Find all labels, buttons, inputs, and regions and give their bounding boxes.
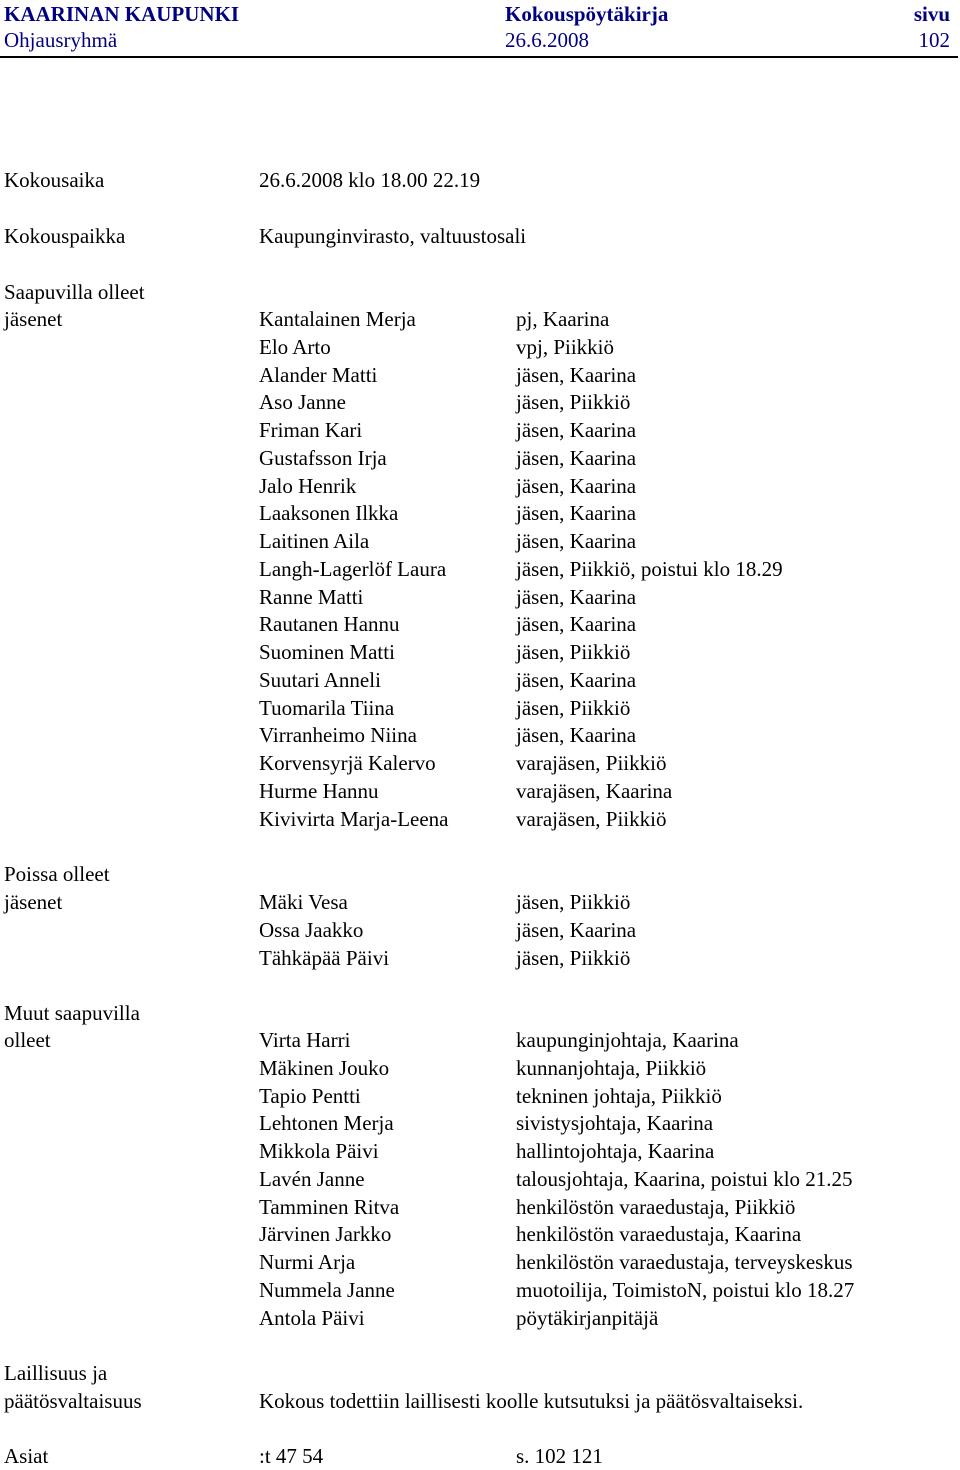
legality-label-1: Laillisuus ja	[4, 1361, 108, 1385]
member-name: Tuomarila Tiina	[259, 695, 395, 720]
member-role: jäsen, Piikkiö	[516, 640, 631, 664]
member-role: hallintojohtaja, Kaarina	[516, 1139, 715, 1163]
others-label-2: olleet	[4, 1028, 51, 1052]
place-label: Kokouspaikka	[4, 224, 126, 248]
member-role: jäsen, Kaarina	[516, 612, 637, 637]
member-role: varajäsen, Piikkiö	[516, 751, 667, 775]
member-name: Jalo Henrik	[259, 473, 357, 498]
agenda-pages: s. 102 121	[516, 1444, 603, 1468]
time-label: Kokousaika	[4, 168, 105, 192]
member-name: Elo Arto	[259, 334, 331, 359]
absent-label-1: Poissa olleet	[4, 862, 110, 886]
member-name: Laaksonen Ilkka	[259, 501, 399, 526]
member-name: Mäkinen Jouko	[259, 1055, 390, 1080]
member-name: Langh-Lagerlöf Laura	[259, 556, 447, 581]
member-role: pöytäkirjanpitäjä	[516, 1305, 659, 1330]
member-name: Alander Matti	[259, 362, 378, 387]
agenda-items: :t 47 54	[259, 1444, 324, 1468]
member-name: Tapio Pentti	[259, 1083, 361, 1108]
member-role: jäsen, Kaarina	[516, 917, 637, 942]
absent-label-2: jäsenet	[4, 890, 63, 914]
member-role: vpj, Piikkiö	[516, 334, 615, 359]
meeting-date: 26.6.2008	[505, 28, 589, 52]
member-role: henkilöstön varaedustaja, Kaarina	[516, 1222, 802, 1247]
member-role: jäsen, Piikkiö	[516, 390, 631, 415]
member-role: jäsen, Kaarina	[516, 723, 637, 748]
member-name: Aso Janne	[259, 390, 346, 415]
present-label-2: jäsenet	[4, 307, 63, 331]
time-value: 26.6.2008 klo 18.00 22.19	[259, 168, 481, 192]
doc-type: Kokouspöytäkirja	[505, 2, 669, 26]
member-name: Kivivirta Marja-Leena	[259, 806, 449, 831]
member-role: jäsen, Kaarina	[516, 418, 637, 442]
member-role: jäsen, Piikkiö	[516, 945, 631, 970]
member-role: jäsen, Kaarina	[516, 501, 637, 526]
present-label-1: Saapuvilla olleet	[4, 280, 145, 304]
body-name: Ohjausryhmä	[4, 28, 118, 52]
member-name: Ranne Matti	[259, 584, 364, 609]
member-role: jäsen, Kaarina	[516, 362, 637, 387]
member-role: kaupunginjohtaja, Kaarina	[516, 1028, 739, 1052]
member-role: henkilöstön varaedustaja, terveyskeskus	[516, 1250, 853, 1274]
member-name: Ossa Jaakko	[259, 917, 364, 942]
member-name: Lehtonen Merja	[259, 1111, 394, 1136]
member-role: sivistysjohtaja, Kaarina	[516, 1111, 714, 1136]
member-name: Järvinen Jarkko	[259, 1222, 392, 1247]
others-label-1: Muut saapuvilla	[4, 1001, 140, 1025]
member-name: Antola Päivi	[259, 1305, 365, 1330]
member-role: kunnanjohtaja, Piikkiö	[516, 1055, 707, 1080]
header-row-1	[0, 0, 960, 28]
member-role: jäsen, Piikkiö, poistui klo 18.29	[516, 556, 783, 581]
member-name: Suutari Anneli	[259, 667, 381, 692]
member-name: Rautanen Hannu	[259, 612, 400, 637]
header-divider	[0, 56, 958, 58]
member-name: Korvensyrjä Kalervo	[259, 751, 436, 775]
member-name: Virta Harri	[259, 1028, 351, 1052]
member-name: Nummela Janne	[259, 1277, 395, 1302]
member-name: Mikkola Päivi	[259, 1139, 379, 1163]
member-role: jäsen, Piikkiö	[516, 890, 631, 914]
member-name: Mäki Vesa	[259, 890, 348, 914]
member-name: Nurmi Arja	[259, 1250, 356, 1274]
member-role: varajäsen, Kaarina	[516, 778, 673, 803]
member-role: jäsen, Kaarina	[516, 667, 637, 692]
header-row-2	[0, 26, 960, 54]
member-name: Laitinen Aila	[259, 529, 370, 553]
member-name: Lavén Janne	[259, 1166, 365, 1191]
member-role: henkilöstön varaedustaja, Piikkiö	[516, 1194, 796, 1219]
member-name: Hurme Hannu	[259, 778, 379, 803]
member-role: talousjohtaja, Kaarina, poistui klo 21.25	[516, 1166, 853, 1191]
member-role: jäsen, Kaarina	[516, 529, 637, 553]
member-role: varajäsen, Piikkiö	[516, 806, 667, 831]
member-role: tekninen johtaja, Piikkiö	[516, 1083, 722, 1108]
member-role: pj, Kaarina	[516, 307, 610, 331]
place-value: Kaupunginvirasto, valtuustosali	[259, 224, 527, 248]
member-name: Tähkäpää Päivi	[259, 945, 390, 970]
member-name: Tamminen Ritva	[259, 1194, 400, 1219]
member-name: Gustafsson Irja	[259, 445, 387, 470]
member-name: Kantalainen Merja	[259, 307, 416, 331]
member-name: Suominen Matti	[259, 640, 395, 664]
member-name: Virranheimo Niina	[259, 723, 417, 748]
member-role: jäsen, Kaarina	[516, 473, 637, 498]
agenda-label: Asiat	[4, 1444, 49, 1468]
org-name: KAARINAN KAUPUNKI	[4, 2, 240, 26]
page-number: 102	[918, 28, 950, 52]
member-role: muotoilija, ToimistoN, poistui klo 18.27	[516, 1277, 855, 1302]
legality-text: Kokous todettiin laillisesti koolle kutsutuksi ja päätösvaltaiseksi.	[259, 1389, 804, 1413]
document-header	[0, 0, 960, 58]
member-role: jäsen, Kaarina	[516, 445, 637, 470]
legality-label-2: päätösvaltaisuus	[4, 1389, 142, 1413]
member-role: jäsen, Kaarina	[516, 584, 637, 609]
member-role: jäsen, Piikkiö	[516, 695, 631, 720]
page-label: sivu	[913, 2, 950, 26]
member-name: Friman Kari	[259, 418, 363, 442]
